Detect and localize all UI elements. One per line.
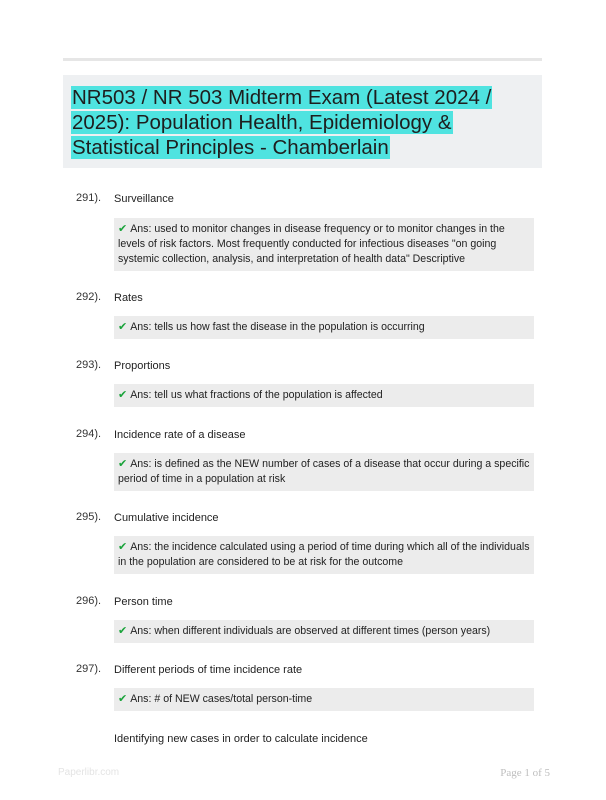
- check-icon: ✔: [118, 693, 128, 705]
- answer-text: Ans: the incidence calculated using a period of time during which all of the individuals in the population are considered to be at risk for the outcome: [118, 541, 530, 568]
- answer-text: Ans: tell us what fractions of the population is affected: [130, 389, 383, 401]
- question-text: Cumulative incidence: [114, 512, 219, 524]
- check-icon: ✔: [118, 541, 128, 553]
- question-text: Incidence rate of a disease: [114, 429, 246, 441]
- answer-box: [114, 453, 534, 491]
- title-banner: [63, 75, 542, 168]
- question-text: Proportions: [114, 360, 171, 372]
- question-number: 293).: [76, 359, 102, 371]
- answer-text: Ans: is defined as the NEW number of cases of a disease that occur during a specific period of time in a population at risk: [118, 458, 530, 485]
- question-number: 292).: [76, 291, 102, 303]
- answer-text: Ans: # of NEW cases/total person-time: [130, 693, 313, 705]
- page-indicator: Page 1 of 5: [500, 767, 550, 779]
- footer-watermark: Paperlibr.com: [58, 767, 120, 778]
- answer-box: [114, 688, 534, 711]
- answer-text: Ans: tells us how fast the disease in the population is occurring: [130, 321, 425, 333]
- question-text: Person time: [114, 596, 173, 608]
- question-number: 296).: [76, 595, 102, 607]
- answer-box: [114, 536, 534, 574]
- top-divider: [63, 58, 542, 61]
- check-icon: ✔: [118, 625, 128, 637]
- answer-box: [114, 620, 534, 643]
- check-icon: ✔: [118, 321, 128, 333]
- question-number: 291).: [76, 192, 102, 204]
- check-icon: ✔: [118, 389, 128, 401]
- answer-text: Ans: when different individuals are observed at different times (person years): [130, 625, 491, 637]
- question-number: 297).: [76, 663, 102, 675]
- question-text: Surveillance: [114, 193, 174, 205]
- check-icon: ✔: [118, 223, 128, 235]
- answer-box: [114, 218, 534, 271]
- question-number: 295).: [76, 511, 102, 523]
- trailing-question-text: Identifying new cases in order to calculate incidence: [114, 733, 368, 745]
- answer-text: Ans: used to monitor changes in disease frequency or to monitor changes in the levels of risk factors. Most frequently conducted for infectious diseases "on going systemic collection, analysis, and interpretation of health data" Descriptive: [118, 223, 505, 265]
- document-title: NR503 / NR 503 Midterm Exam (Latest 2024 / 2025): Population Health, Epidemiology & Statistical Principles - Chamberlain: [72, 86, 492, 159]
- question-text: Rates: [114, 292, 143, 304]
- question-text: Different periods of time incidence rate: [114, 664, 303, 676]
- answer-box: [114, 316, 534, 339]
- question-number: 294).: [76, 428, 102, 440]
- answer-box: [114, 384, 534, 407]
- check-icon: ✔: [118, 458, 128, 470]
